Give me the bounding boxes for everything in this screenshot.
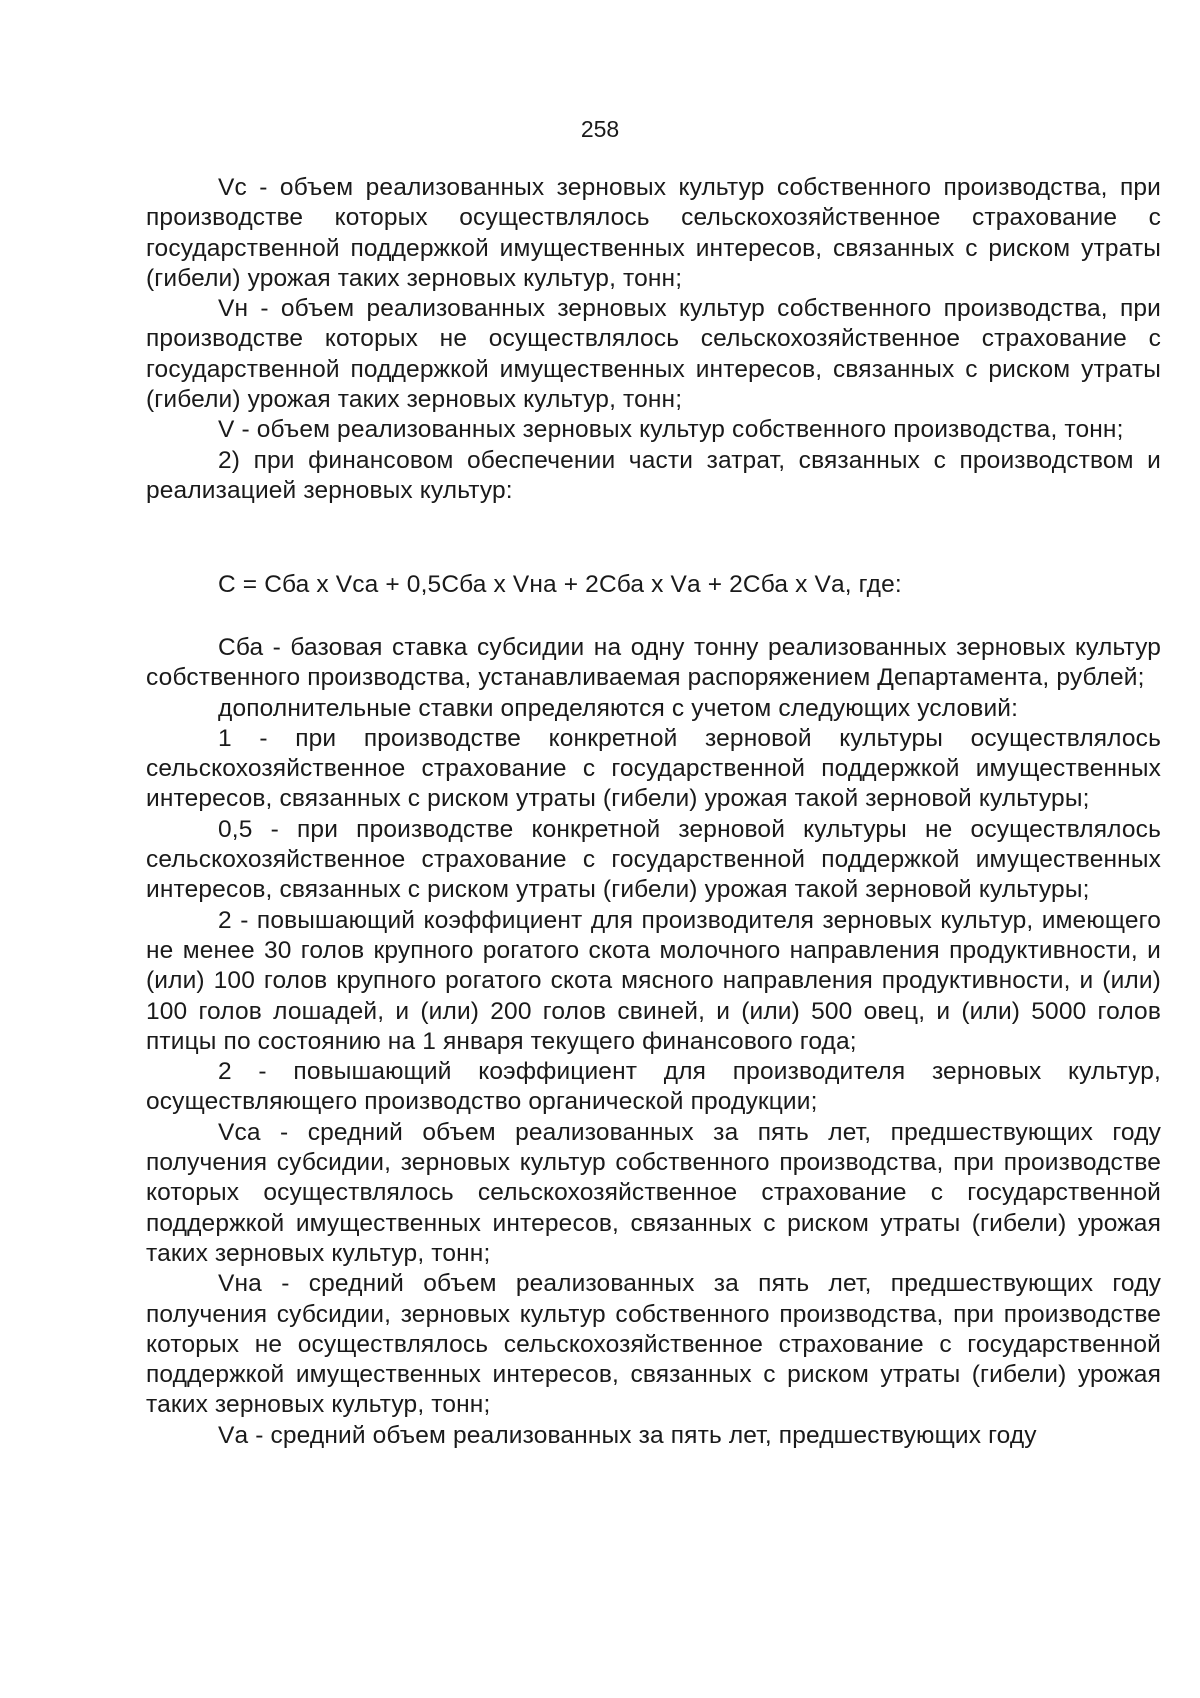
- paragraph-rate-0-5: 0,5 - при производстве конкретной зерновой культуры не осуществлялось сельскохозяйственное страхование с государственной поддержкой имущественных интересов, связанных с риском утраты (гибели) урожая такой зерновой культуры;: [146, 815, 1161, 904]
- paragraph-vc-definition: Vc - объем реализованных зерновых культур собственного производства, при производстве которых осуществлялось сельскохозяйственное страхование с государственной поддержкой имущественных интересов, связанных с риском утраты (гибели) урожая таких зерновых культур, тонн;: [146, 174, 1161, 292]
- page-number: 258: [580, 116, 620, 142]
- subsidy-formula: С = Сба х Vса + 0,5Сба х Vна + 2Сба х Vа + 2Сба х Vа, где:: [218, 571, 902, 598]
- paragraph-rate-2-livestock: 2 - повышающий коэффициент для производителя зерновых культур, имеющего не менее 30 голов крупного рогатого скота молочного направления продуктивности, и (или) 100 голов крупного рогатого скота мясного направления продуктивности, и (или) 100 голов лошадей, и (или) 200 голов свиней, и (или) 500 овец, и (или) 5000 голов птицы по состоянию на 1 января текущего финансового года;: [146, 906, 1161, 1055]
- paragraph-vn-definition: Vн - объем реализованных зерновых культур собственного производства, при производстве которых не осуществлялось сельскохозяйственное страхование с государственной поддержкой имущественных интересов, связанных с риском утраты (гибели) урожая таких зерновых культур, тонн;: [146, 295, 1161, 414]
- paragraph-v-definition: V - объем реализованных зерновых культур собственного производства, тонн;: [218, 416, 1124, 444]
- paragraph-rate-2-organic: 2 - повышающий коэффициент для производителя зерновых культур, осуществляющего производство органической продукции;: [146, 1058, 1161, 1116]
- formula-block: [146, 570, 1161, 600]
- text-block-definitions: [146, 173, 1161, 506]
- paragraph-va-definition: Vа - средний объем реализованных за пять лет, предшествующих году: [218, 1421, 1037, 1449]
- paragraph-sba-definition: Сба - базовая ставка субсидии на одну тонну реализованных зерновых культур собственного производства, устанавливаемая распоряжением Департамента, рублей;: [146, 634, 1161, 692]
- paragraph-rate-1: 1 - при производстве конкретной зерновой культуры осуществлялось сельскохозяйственное страхование с государственной поддержкой имущественных интересов, связанных с риском утраты (гибели) урожая такой зерновой культуры;: [146, 724, 1161, 813]
- paragraph-additional-rates: дополнительные ставки определяются с учетом следующих условий:: [218, 694, 1019, 722]
- paragraph-vna-definition: Vна - средний объем реализованных за пять лет, предшествующих году получения субсидии, зерновых культур собственного производства, при производстве которых не осуществлялось сельскохозяйственное страхование с государственной поддержкой имущественных интересов, связанных с риском утраты (гибели) урожая таких зерновых культур, тонн;: [146, 1270, 1161, 1419]
- text-block-explanations: [146, 633, 1161, 1451]
- paragraph-vsa-definition: Vса - средний объем реализованных за пять лет, предшествующих году получения субсидии, зерновых культур собственного производства, при производстве которых осуществлялось сельскохозяйственное страхование с государственной поддержкой имущественных интересов, связанных с риском утраты (гибели) урожая таких зерновых культур, тонн;: [146, 1118, 1161, 1267]
- paragraph-item-2-intro: 2) при финансовом обеспечении части затрат, связанных с производством и реализацией зерновых культур:: [146, 446, 1161, 504]
